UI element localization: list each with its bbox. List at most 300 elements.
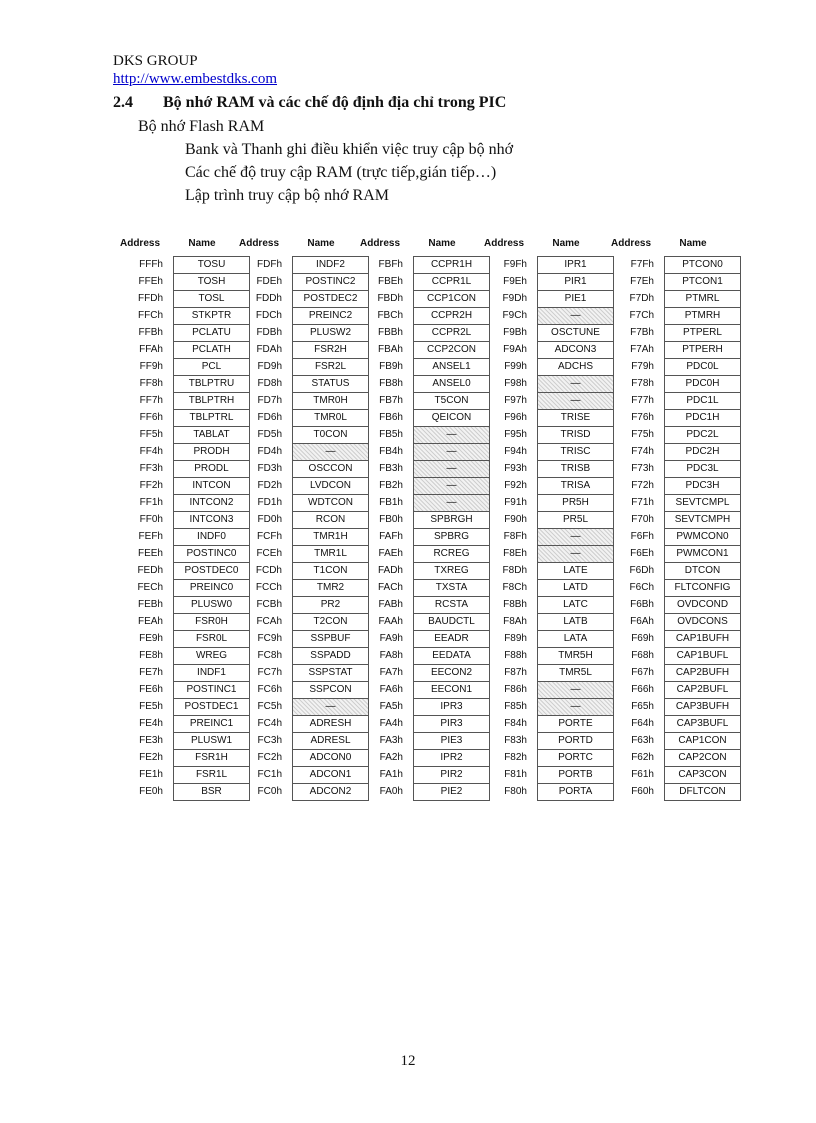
register-name: SSPCON <box>292 681 369 698</box>
register-row <box>606 358 722 375</box>
register-address: FB9h <box>379 361 403 372</box>
register-address: F6Ch <box>629 582 654 593</box>
register-address: FA4h <box>379 718 403 729</box>
register-row <box>234 290 358 307</box>
register-group-header <box>606 236 722 252</box>
register-name: PTPERH <box>664 341 741 358</box>
register-address: F69h <box>631 633 654 644</box>
register-name: TBLPTRU <box>173 375 250 392</box>
register-row <box>479 732 595 749</box>
register-row <box>355 528 471 545</box>
register-name: RCSTA <box>413 596 490 613</box>
register-row <box>606 511 731 528</box>
register-name: TXSTA <box>413 579 490 596</box>
register-row <box>479 375 595 392</box>
register-name: PRODL <box>173 460 250 477</box>
register-address: FB6h <box>379 412 403 423</box>
register-address: FD1h <box>257 497 282 508</box>
reserved-register-cell: — <box>537 528 614 545</box>
register-address: FCEh <box>256 548 282 559</box>
register-address: FFEh <box>138 276 163 287</box>
register-name: ADCON2 <box>292 783 369 801</box>
register-address: F6Fh <box>630 531 654 542</box>
register-row <box>234 460 353 477</box>
register-address: F83h <box>504 735 527 746</box>
register-address: FD2h <box>257 480 282 491</box>
register-address: FB0h <box>379 514 403 525</box>
register-name: TBLPTRL <box>173 409 250 426</box>
register-name: CAP1BUFH <box>664 630 741 647</box>
register-address: F72h <box>631 480 654 491</box>
register-row <box>606 715 729 732</box>
register-row <box>606 528 729 545</box>
register-name: FSR2L <box>292 358 369 375</box>
register-row <box>234 477 350 494</box>
register-name: LATA <box>537 630 614 647</box>
register-address: F8Dh <box>502 565 527 576</box>
company-website-link[interactable]: http://www.embestdks.com <box>113 71 278 87</box>
register-row <box>479 528 595 545</box>
register-address: F95h <box>504 429 527 440</box>
register-name: TMR2 <box>292 579 369 596</box>
register-name: TMR1L <box>292 545 369 562</box>
register-address: FE1h <box>139 769 163 780</box>
register-name: PRODH <box>173 443 250 460</box>
register-address: FD3h <box>257 463 282 474</box>
register-address: FD7h <box>257 395 282 406</box>
address-column-header: Address <box>359 238 400 249</box>
register-name: PR2 <box>292 596 369 613</box>
register-row <box>355 273 471 290</box>
register-row <box>355 324 471 341</box>
register-address: F74h <box>631 446 654 457</box>
register-name: OSCCON <box>292 460 369 477</box>
register-row <box>355 647 471 664</box>
register-address: FC7h <box>257 667 282 678</box>
subitem-bank-registers: Bank và Thanh ghi điều khiển việc truy cập bộ nhớ <box>185 141 514 158</box>
register-row <box>606 647 729 664</box>
register-row <box>234 511 350 528</box>
register-row <box>355 562 471 579</box>
register-name: PDC3L <box>664 460 741 477</box>
register-address: FCFh <box>257 531 282 542</box>
register-group-header <box>115 236 231 252</box>
register-name: PLUSW2 <box>292 324 369 341</box>
register-name: PWMCON1 <box>664 545 741 562</box>
register-name: INDF0 <box>173 528 250 545</box>
register-name: FSR2H <box>292 341 369 358</box>
register-row <box>479 630 595 647</box>
register-row <box>606 392 722 409</box>
register-row <box>479 545 595 562</box>
register-name: TXREG <box>413 562 490 579</box>
register-address: FF1h <box>139 497 163 508</box>
register-address: FFFh <box>139 259 163 270</box>
register-name: TMR5H <box>537 647 614 664</box>
register-name: TBLPTRH <box>173 392 250 409</box>
register-address: FEAh <box>137 616 163 627</box>
register-row <box>479 681 595 698</box>
register-address: F92h <box>504 480 527 491</box>
register-row <box>479 358 595 375</box>
register-name: INTCON3 <box>173 511 250 528</box>
register-row <box>479 341 595 358</box>
register-name: LATD <box>537 579 614 596</box>
reserved-register-cell: — <box>537 375 614 392</box>
register-row <box>355 307 471 324</box>
register-name: TOSL <box>173 290 250 307</box>
register-address: FA6h <box>379 684 403 695</box>
register-row <box>606 681 729 698</box>
register-row <box>115 324 231 341</box>
register-address: F65h <box>631 701 654 712</box>
register-row <box>355 545 471 562</box>
register-name: POSTINC1 <box>173 681 250 698</box>
register-row <box>355 511 471 528</box>
register-row <box>355 443 471 460</box>
register-row <box>234 613 350 630</box>
register-address: FEEh <box>137 548 163 559</box>
register-name: PDC2L <box>664 426 741 443</box>
register-address: F82h <box>504 752 527 763</box>
register-row <box>234 273 356 290</box>
register-row <box>606 732 727 749</box>
register-row <box>234 426 350 443</box>
register-address: F7Fh <box>630 259 654 270</box>
register-address: FEBh <box>137 599 163 610</box>
register-address: F81h <box>504 769 527 780</box>
register-name: PCLATU <box>173 324 250 341</box>
register-row <box>479 426 595 443</box>
register-address: FDBh <box>256 327 282 338</box>
register-name: T0CON <box>292 426 369 443</box>
register-address: FCBh <box>256 599 282 610</box>
reserved-register-cell: — <box>413 494 490 511</box>
register-name: PLUSW1 <box>173 732 250 749</box>
name-column-header: Name <box>428 238 456 249</box>
register-row <box>115 443 231 460</box>
register-row <box>479 698 595 715</box>
register-name: PCL <box>173 358 250 375</box>
register-group-header <box>479 236 595 252</box>
register-name: RCREG <box>413 545 490 562</box>
register-name: TMR0H <box>292 392 369 409</box>
register-name: ANSEL1 <box>413 358 490 375</box>
register-name: ADCON0 <box>292 749 369 766</box>
register-address: FD5h <box>257 429 282 440</box>
register-address: F9Ch <box>502 310 527 321</box>
register-address: FCDh <box>255 565 282 576</box>
register-name: CCP1CON <box>413 290 490 307</box>
register-row <box>479 273 595 290</box>
register-row <box>234 307 353 324</box>
register-row <box>115 783 231 800</box>
register-name: TRISB <box>537 460 614 477</box>
register-name: PREINC0 <box>173 579 250 596</box>
register-address: FF3h <box>139 463 163 474</box>
register-address: FD9h <box>257 361 282 372</box>
register-row <box>355 732 471 749</box>
register-name: PORTB <box>537 766 614 783</box>
register-address: FE9h <box>139 633 163 644</box>
register-address: FC1h <box>257 769 282 780</box>
register-address: FDDh <box>255 293 282 304</box>
reserved-register-cell: — <box>413 460 490 477</box>
register-row <box>234 749 350 766</box>
register-name: ADCON3 <box>537 341 614 358</box>
name-column-header: Name <box>679 238 707 249</box>
register-address: FA9h <box>379 633 403 644</box>
register-address: F79h <box>631 361 654 372</box>
register-group <box>606 236 731 800</box>
register-name: OVDCOND <box>664 596 741 613</box>
register-name: CAP1BUFL <box>664 647 741 664</box>
register-row <box>606 545 729 562</box>
register-name: PIR3 <box>413 715 490 732</box>
register-address: FA5h <box>379 701 403 712</box>
register-address: F77h <box>631 395 654 406</box>
register-address: FCCh <box>255 582 282 593</box>
register-group <box>115 236 239 800</box>
register-name: LVDCON <box>292 477 369 494</box>
register-address: F61h <box>631 769 654 780</box>
register-row <box>115 596 231 613</box>
register-row <box>115 409 234 426</box>
register-row <box>115 613 231 630</box>
section-number: 2.4 <box>113 94 133 111</box>
reserved-register-cell: — <box>537 698 614 715</box>
register-name: OSCTUNE <box>537 324 614 341</box>
register-row <box>479 511 595 528</box>
register-row <box>234 783 350 800</box>
reserved-register-cell: — <box>537 392 614 409</box>
register-name: PREINC2 <box>292 307 369 324</box>
register-row <box>115 392 235 409</box>
register-address: FAEh <box>378 548 403 559</box>
reserved-register-cell: — <box>537 307 614 324</box>
register-address: F7Dh <box>629 293 654 304</box>
register-row <box>479 290 595 307</box>
register-name: PDC0H <box>664 375 741 392</box>
register-name: INTCON <box>173 477 250 494</box>
register-name: WDTCON <box>292 494 369 511</box>
register-address: FFAh <box>139 344 163 355</box>
register-row <box>479 613 595 630</box>
register-row <box>115 290 231 307</box>
register-row <box>355 715 471 732</box>
register-address: FF6h <box>139 412 163 423</box>
register-name: PR5L <box>537 511 614 528</box>
register-address: FBCh <box>377 310 403 321</box>
register-row <box>115 647 231 664</box>
register-name: ADRESL <box>292 732 369 749</box>
register-row <box>355 477 471 494</box>
register-group-header <box>234 236 350 252</box>
register-row <box>479 324 600 341</box>
register-name: TRISC <box>537 443 614 460</box>
register-address: F89h <box>504 633 527 644</box>
register-name: PTMRH <box>664 307 741 324</box>
register-name: ADRESH <box>292 715 369 732</box>
register-name: TMR1H <box>292 528 369 545</box>
register-address: FF8h <box>139 378 163 389</box>
register-row <box>355 579 471 596</box>
register-name: PORTD <box>537 732 614 749</box>
register-row <box>606 409 722 426</box>
register-name: TRISE <box>537 409 614 426</box>
register-address: FECh <box>137 582 163 593</box>
register-address: FC3h <box>257 735 282 746</box>
register-address: F6Dh <box>629 565 654 576</box>
register-address: F8Ah <box>503 616 527 627</box>
register-name: RCON <box>292 511 369 528</box>
reserved-register-cell: — <box>292 698 369 715</box>
register-address: FADh <box>377 565 403 576</box>
register-address: FE4h <box>139 718 163 729</box>
register-address: FA8h <box>379 650 403 661</box>
register-group <box>479 236 600 800</box>
register-row <box>234 715 350 732</box>
register-address: F8Fh <box>503 531 527 542</box>
name-column-header: Name <box>307 238 335 249</box>
register-address: FA3h <box>379 735 403 746</box>
register-address: FFCh <box>138 310 163 321</box>
register-name: WREG <box>173 647 250 664</box>
register-row <box>115 256 231 273</box>
register-row <box>115 273 231 290</box>
register-name: CAP2CON <box>664 749 741 766</box>
register-name: TRISA <box>537 477 614 494</box>
register-address: FFBh <box>138 327 163 338</box>
register-name: PORTA <box>537 783 614 801</box>
register-address: FB1h <box>379 497 403 508</box>
register-name: PIE3 <box>413 732 490 749</box>
register-name: IPR1 <box>537 256 614 273</box>
register-name: OVDCONS <box>664 613 741 630</box>
register-row <box>234 596 350 613</box>
register-name: ADCON1 <box>292 766 369 783</box>
register-address: FD8h <box>257 378 282 389</box>
register-address: F91h <box>504 497 527 508</box>
register-name: POSTDEC2 <box>292 290 369 307</box>
register-row <box>355 613 475 630</box>
register-name: INTCON2 <box>173 494 250 511</box>
register-name: SSPSTAT <box>292 664 369 681</box>
register-row <box>115 545 237 562</box>
register-name: FSR0H <box>173 613 250 630</box>
register-row <box>115 664 231 681</box>
reserved-register-cell: — <box>537 545 614 562</box>
register-address: F73h <box>631 463 654 474</box>
register-row <box>115 528 231 545</box>
register-address: F6Ah <box>630 616 654 627</box>
register-address: FC8h <box>257 650 282 661</box>
register-row <box>606 307 722 324</box>
register-name: SPBRGH <box>413 511 490 528</box>
register-name: CCPR2L <box>413 324 490 341</box>
register-address: F99h <box>504 361 527 372</box>
register-address: FAFh <box>379 531 403 542</box>
address-column-header: Address <box>483 238 524 249</box>
register-address: FF2h <box>139 480 163 491</box>
register-address: F86h <box>504 684 527 695</box>
register-row <box>479 664 595 681</box>
register-name: PIR1 <box>537 273 614 290</box>
register-name: EEADR <box>413 630 490 647</box>
register-address: F93h <box>504 463 527 474</box>
register-row <box>479 392 595 409</box>
register-address: FACh <box>377 582 403 593</box>
register-file-map <box>115 236 735 806</box>
register-row <box>606 460 722 477</box>
register-row <box>234 562 350 579</box>
register-name: FSR1L <box>173 766 250 783</box>
register-row <box>355 494 471 511</box>
register-row <box>234 545 350 562</box>
register-row <box>355 460 471 477</box>
register-address: F9Eh <box>503 276 527 287</box>
register-name: CCPR1L <box>413 273 490 290</box>
register-row <box>115 511 234 528</box>
register-row <box>606 290 722 307</box>
register-name: EEDATA <box>413 647 490 664</box>
register-address: F85h <box>504 701 527 712</box>
register-row <box>355 766 471 783</box>
register-row <box>606 596 729 613</box>
register-address: FEDh <box>137 565 163 576</box>
register-row <box>479 477 595 494</box>
register-row <box>606 494 730 511</box>
register-address: F97h <box>504 395 527 406</box>
register-name: TOSH <box>173 273 250 290</box>
register-address: F87h <box>504 667 527 678</box>
register-address: F6Bh <box>630 599 654 610</box>
reserved-register-cell: — <box>413 426 490 443</box>
register-row <box>479 460 595 477</box>
register-name: LATB <box>537 613 614 630</box>
register-address: F9Bh <box>503 327 527 338</box>
register-row <box>115 681 237 698</box>
register-name: PORTE <box>537 715 614 732</box>
register-row <box>606 664 730 681</box>
register-address: FF5h <box>139 429 163 440</box>
register-address: F7Ch <box>629 310 654 321</box>
register-row <box>115 698 239 715</box>
register-address: FABh <box>378 599 403 610</box>
register-row <box>115 358 231 375</box>
register-address: F7Ah <box>630 344 654 355</box>
register-name: SPBRG <box>413 528 490 545</box>
register-name: T5CON <box>413 392 490 409</box>
register-row <box>606 273 722 290</box>
register-row <box>355 749 471 766</box>
register-address: FEFh <box>138 531 163 542</box>
register-address: F63h <box>631 735 654 746</box>
register-row <box>479 443 595 460</box>
register-address: FF4h <box>139 446 163 457</box>
register-address: F80h <box>504 786 527 797</box>
register-name: IPR2 <box>413 749 490 766</box>
register-row <box>234 341 350 358</box>
register-name: TMR0L <box>292 409 369 426</box>
register-row <box>606 426 722 443</box>
register-row <box>355 596 471 613</box>
register-row <box>606 324 722 341</box>
register-name: QEICON <box>413 409 490 426</box>
register-row <box>115 341 231 358</box>
register-address: FE6h <box>139 684 163 695</box>
register-name: BAUDCTL <box>413 613 490 630</box>
